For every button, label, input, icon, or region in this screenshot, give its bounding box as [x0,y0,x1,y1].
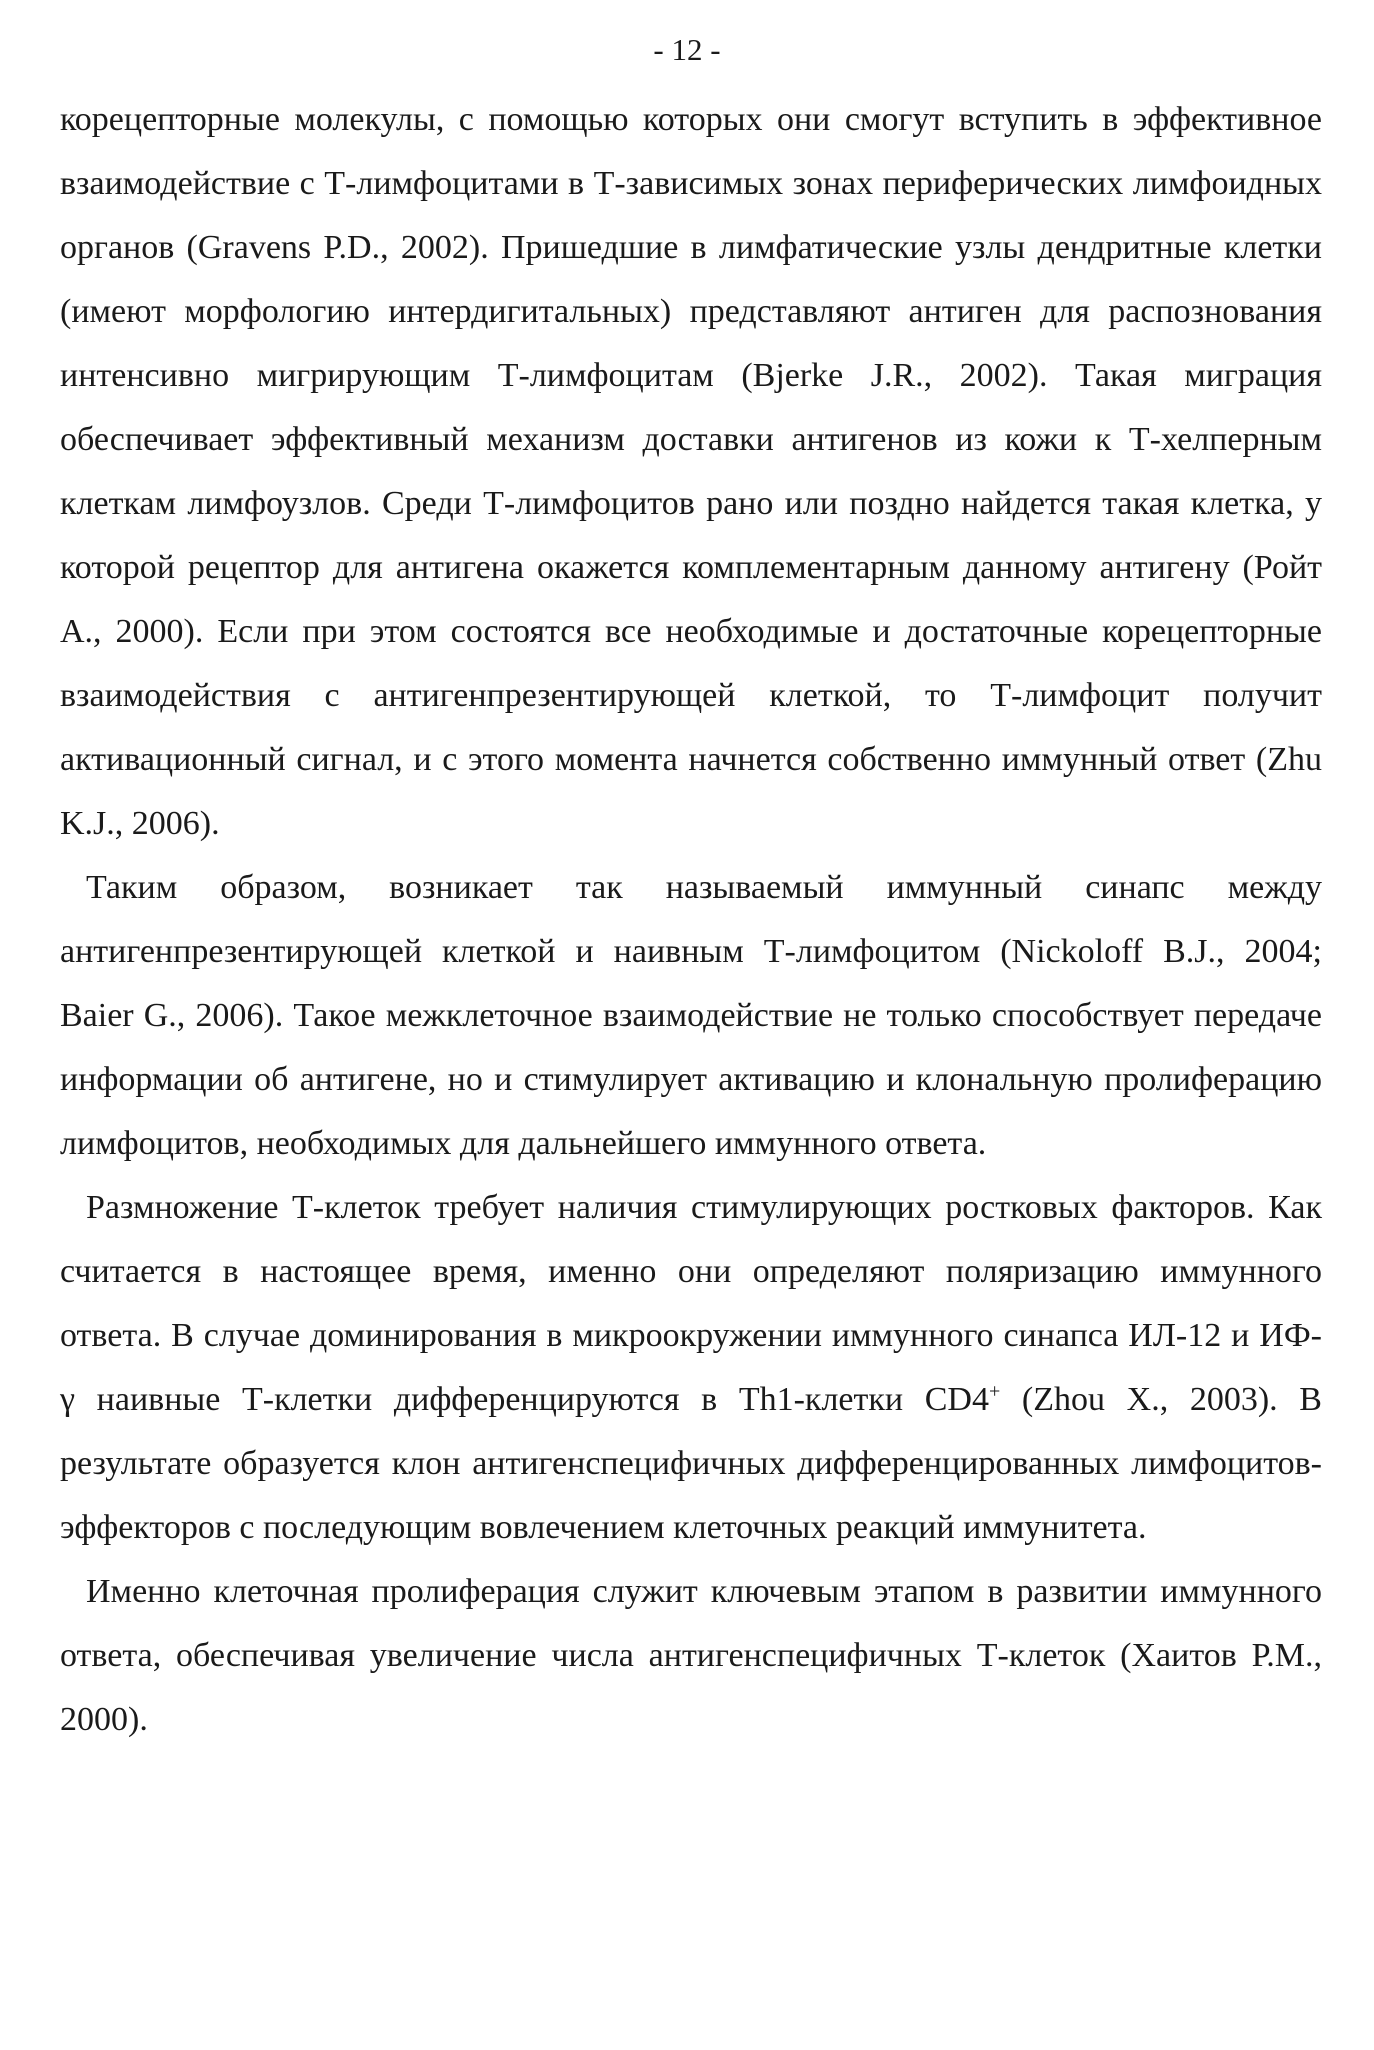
paragraph-3-part-1: Размножение Т-клеток требует наличия стимулирующих ростковых факторов. Как считается в настоящее время, именно они определяют поляризацию иммунного ответа. В случае доминирования в микроокружении иммунного синапса ИЛ-12 и ИФ-γ наивные Т-клетки дифференцируются в Th1-клетки CD4 [60,1189,1322,1418]
body-text [60,88,1322,1752]
superscript-plus: + [988,1380,1001,1403]
paragraph-2: Таким образом, возникает так называемый иммунный синапс между антигенпрезентирующей клеткой и наивным Т-лимфоцитом (Nickoloff B.J., 2004; Baier G., 2006). Такое межклеточное взаимодействие не только способствует передаче информации об антигене, но и стимулирует активацию и клональную пролиферацию лимфоцитов, необходимых для дальнейшего иммунного ответа. [60,869,1322,1162]
paragraph-4: Именно клеточная пролиферация служит ключевым этапом в развитии иммунного ответа, обеспечивая увеличение числа антигенспецифичных Т-клеток (Хаитов Р.М., 2000). [60,1573,1322,1738]
paragraph-1: корецепторные молекулы, с помощью которых они смогут вступить в эффективное взаимодействие с Т-лимфоцитами в Т-зависимых зонах периферических лимфоидных органов (Gravens P.D., 2002). Пришедшие в лимфатические узлы дендритные клетки (имеют морфологию интердигитальных) представляют антиген для распознования интенсивно мигрирующим Т-лимфоцитам (Bjerke J.R., 2002). Такая миграция обеспечивает эффективный механизм доставки антигенов из кожи к Т-хелперным клеткам лимфоузлов. Среди Т-лимфоцитов рано или поздно найдется такая клетка, у которой рецептор для антигена окажется комплементарным данному антигену (Ройт А., 2000). Если при этом состоятся все необходимые и достаточные корецепторные взаимодействия с антигенпрезентирующей клеткой, то Т-лимфоцит получит активационный сигнал, и с этого момента начнется собственно иммунный ответ (Zhu K.J., 2006). [60,101,1322,842]
page-number: - 12 - [653,32,721,67]
paragraph-3-part-2: (Zhou X., 2003). В результате образуется клон антигенспецифичных дифференцированных лимфоцитов-эффекторов с последующим вовлечением клеточных реакций иммунитета. [60,1381,1322,1546]
paragraph-3 [60,1176,1322,1560]
